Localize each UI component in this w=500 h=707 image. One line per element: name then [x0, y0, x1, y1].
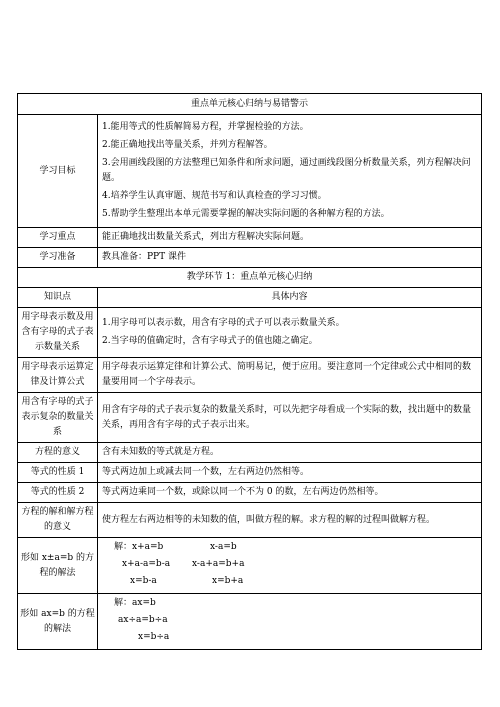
table-title: 重点单元核心归纳与易错警示 — [18, 94, 482, 115]
table-row — [18, 308, 482, 358]
knowledge-label: 等式的性质 1 — [18, 463, 98, 483]
equation-line — [102, 540, 477, 557]
objectives-label: 学习目标 — [18, 115, 98, 228]
table-row — [18, 463, 482, 483]
title-row — [18, 94, 482, 115]
section-title: 教学环节 1：重点单元核心归纳 — [18, 268, 482, 288]
method-row — [18, 538, 482, 594]
equation-left: x+a-a=b-a — [122, 559, 171, 569]
table-row — [18, 393, 482, 443]
method-label: 形如 x±a=b 的方程的解法 — [18, 538, 98, 594]
table-row — [18, 358, 482, 393]
column-header-row — [18, 288, 482, 308]
equation-left: x=b-a — [130, 576, 157, 586]
method-row — [18, 594, 482, 650]
method-content — [98, 538, 482, 594]
equation-left: ax÷a=b÷a — [118, 615, 168, 625]
objective-item: 4.培养学生认真审题、规范书写和认真检查的学习习惯。 — [102, 191, 327, 201]
method-label: 形如 ax=b 的方程的解法 — [18, 594, 98, 650]
equation-line — [102, 630, 477, 647]
knowledge-content: 等式两边乘同一个数，或除以同一个不为 0 的数，左右两边仍然相等。 — [98, 483, 482, 503]
knowledge-column-header: 知识点 — [18, 288, 98, 308]
document-page — [17, 93, 481, 650]
objective-item: 3.会用画线段图的方法整理已知条件和所求问题，通过画线段图分析数量关系，列方程解决问题。 — [102, 158, 471, 183]
preparation-label: 学习准备 — [18, 248, 98, 268]
equation-line — [102, 613, 477, 630]
equation-line — [102, 596, 477, 613]
knowledge-content: 用含有字母的式子表示复杂的数量关系时，可以先把字母看成一个实际的数，找出题中的数量关系，再用含有字母的式子表示出来。 — [98, 393, 482, 443]
knowledge-label: 等式的性质 2 — [18, 483, 98, 503]
knowledge-label: 方程的意义 — [18, 443, 98, 463]
knowledge-label: 用字母表示数及用含有字母的式子表示数量关系 — [18, 308, 98, 358]
knowledge-content: 含有未知数的等式就是方程。 — [98, 443, 482, 463]
equation-line — [102, 574, 477, 591]
equation-right: x-a+a=b+a — [192, 559, 245, 569]
equation-right: x-a=b — [210, 542, 237, 552]
objectives-content — [98, 115, 482, 228]
preparation-content: 教具准备：PPT 课件 — [98, 248, 482, 268]
equation-left: 解：x+a=b — [114, 542, 164, 552]
table-row — [18, 503, 482, 538]
key-point-row — [18, 228, 482, 248]
equation-left: 解：ax=b — [114, 598, 156, 608]
lesson-table — [17, 93, 482, 650]
knowledge-content: 等式两边加上或减去同一个数，左右两边仍然相等。 — [98, 463, 482, 483]
content-item: 2.当字母的值确定时，含有字母式子的值也随之确定。 — [102, 336, 318, 346]
knowledge-label: 方程的解和解方程的意义 — [18, 503, 98, 538]
method-content — [98, 594, 482, 650]
objective-item: 2.能正确地找出等量关系，并列方程解答。 — [102, 140, 273, 150]
equation-right: x=b+a — [212, 576, 244, 586]
key-point-content: 能正确地找出数量关系式，列出方程解决实际问题。 — [98, 228, 482, 248]
knowledge-label: 用含有字母的式子表示复杂的数量关系 — [18, 393, 98, 443]
table-row — [18, 483, 482, 503]
knowledge-content: 用字母表示运算定律和计算公式、简明易记，便于应用。要注意同一个定律或公式中相同的数量要用同一个字母表示。 — [98, 358, 482, 393]
knowledge-content — [98, 308, 482, 358]
preparation-row — [18, 248, 482, 268]
objective-item: 5.帮助学生整理出本单元需要掌握的解决实际问题的各种解方程的方法。 — [102, 209, 390, 219]
table-row — [18, 443, 482, 463]
content-column-header: 具体内容 — [98, 288, 482, 308]
key-point-label: 学习重点 — [18, 228, 98, 248]
knowledge-content: 使方程左右两边相等的未知数的值，叫做方程的解。求方程的解的过程叫做解方程。 — [98, 503, 482, 538]
knowledge-label: 用字母表示运算定律及计算公式 — [18, 358, 98, 393]
objective-item: 1.能用等式的性质解简易方程，并掌握检验的方法。 — [102, 122, 309, 132]
content-item: 1.用字母可以表示数，用含有字母的式子可以表示数量关系。 — [102, 318, 345, 328]
equation-left: x=b÷a — [138, 632, 170, 642]
equation-line — [102, 557, 477, 574]
section-title-row — [18, 268, 482, 288]
objectives-row — [18, 115, 482, 228]
